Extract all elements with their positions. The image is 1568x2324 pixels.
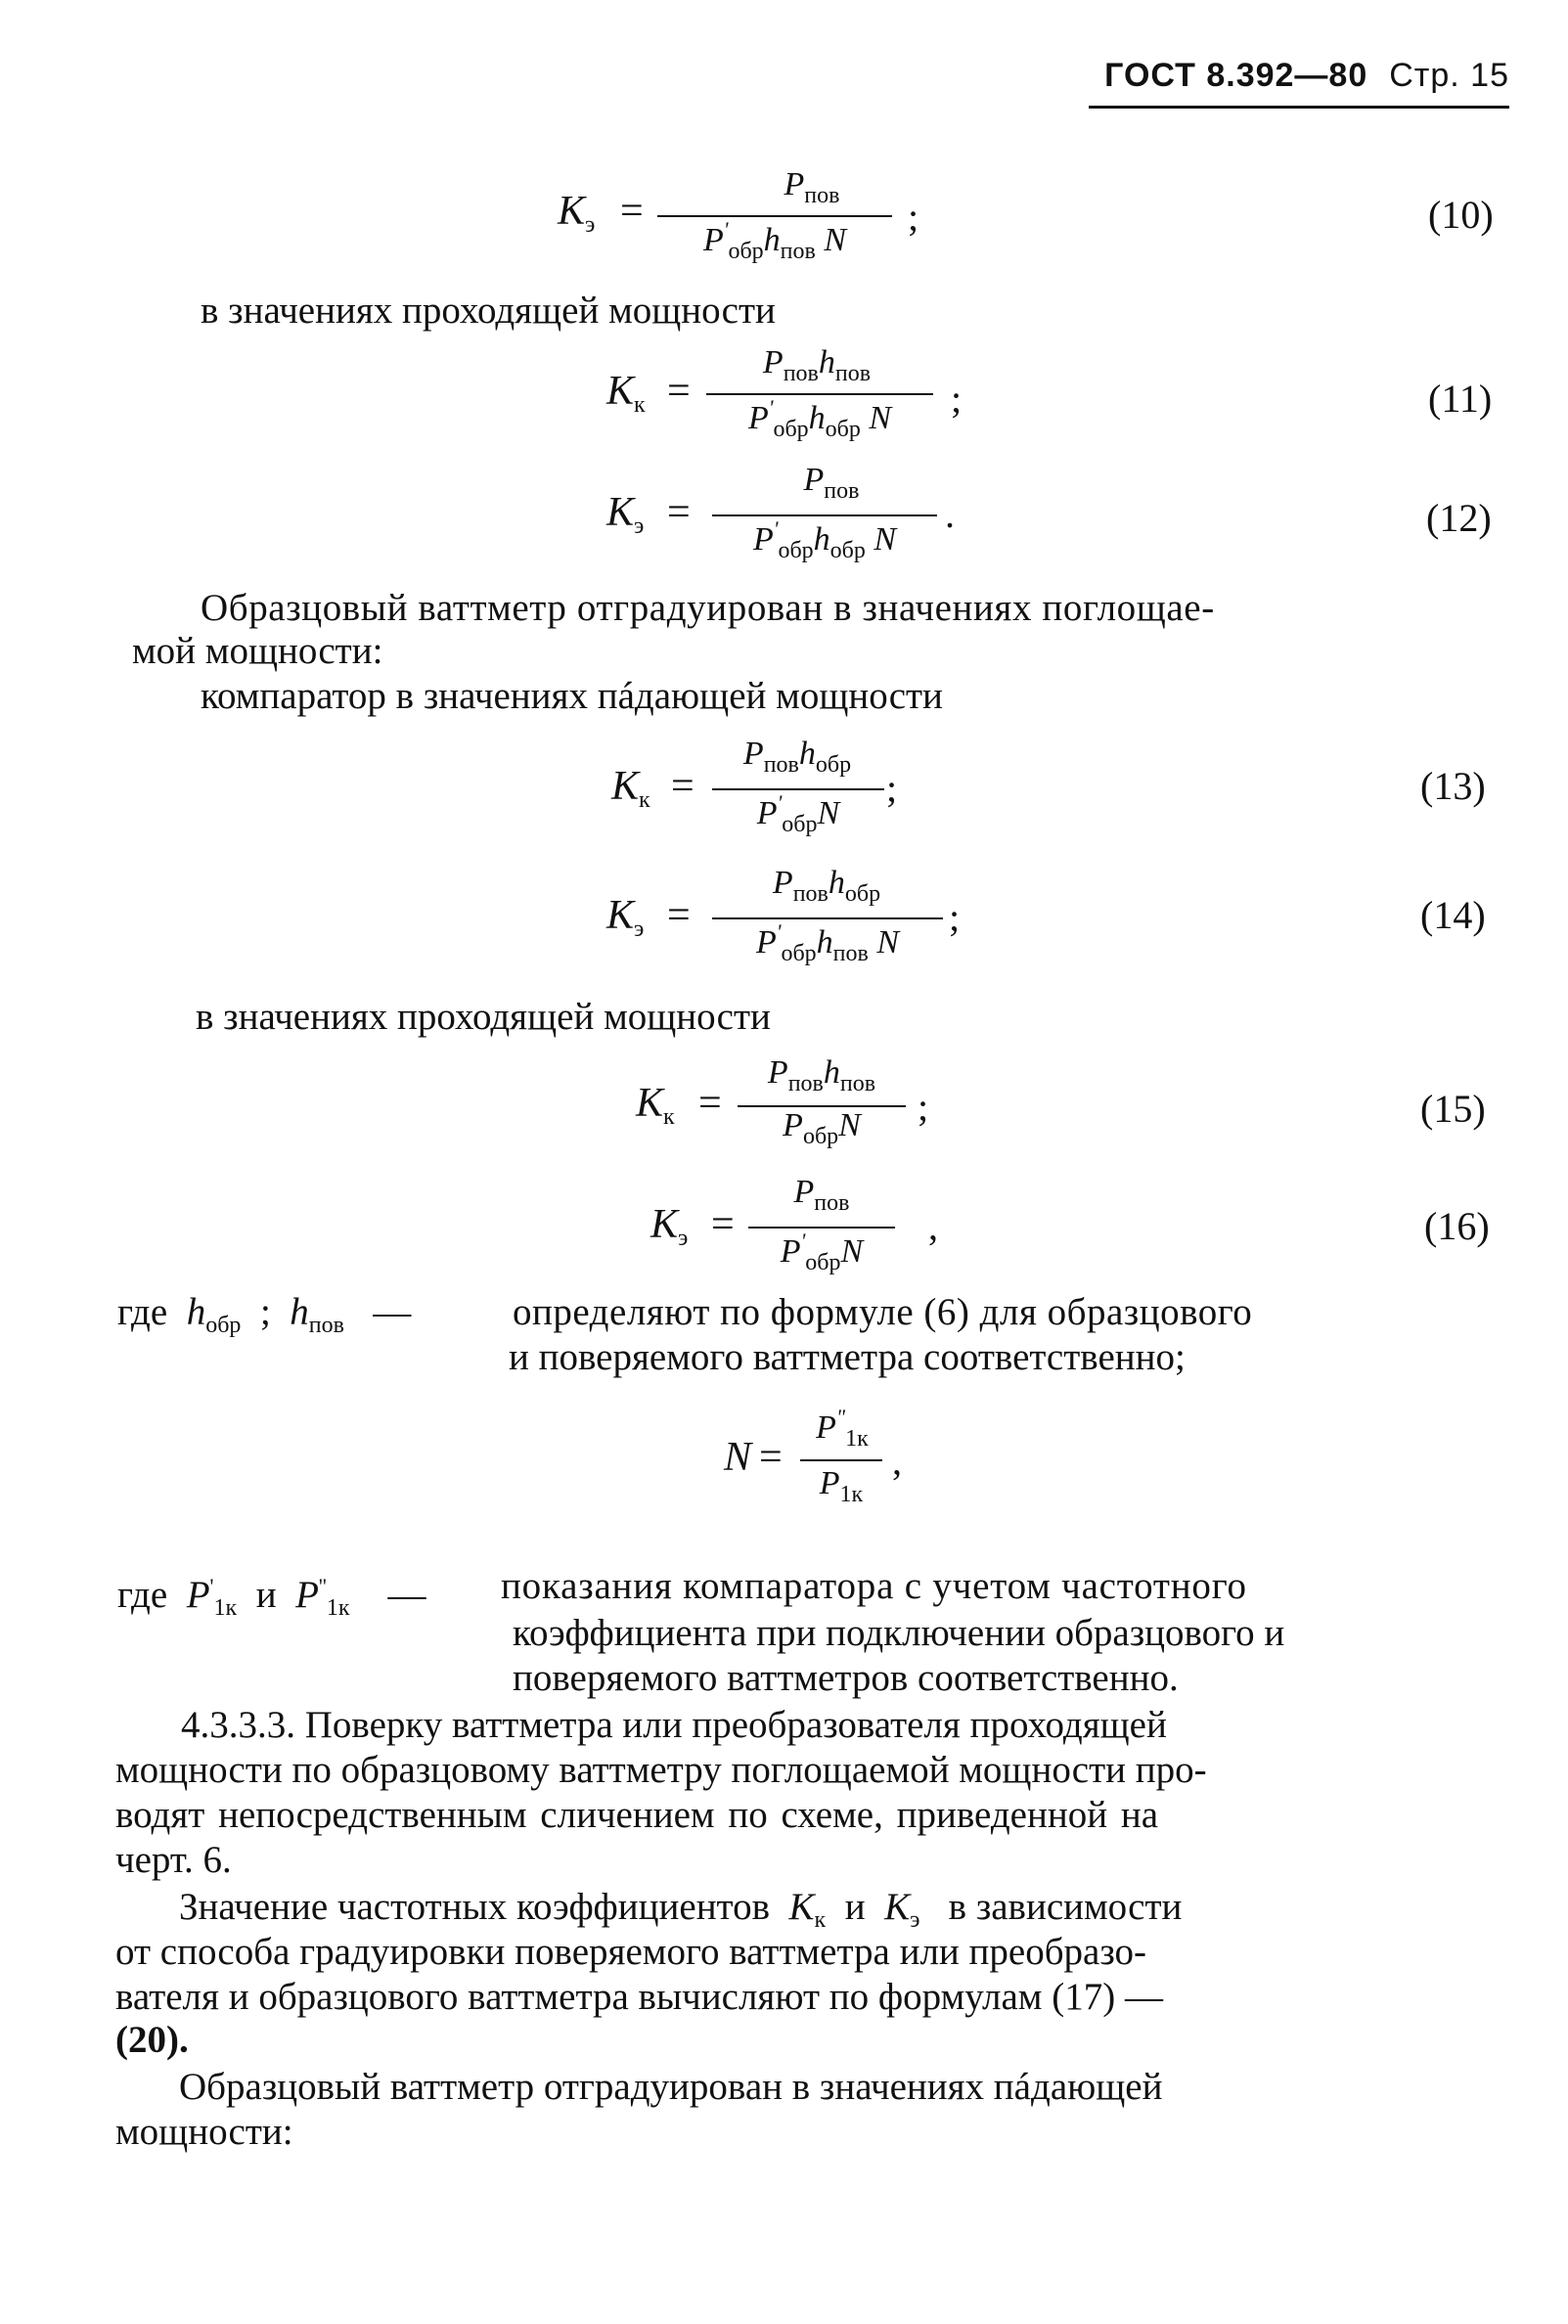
- paragraph-1-line-1: Образцовый ваттметр отградуирован в значениях поглощае-: [201, 587, 1215, 629]
- formula-16: $K_э$ = $P_{пов}$ $P'_{обр}N$ ,: [650, 1174, 938, 1275]
- equation-number-10: (10): [1428, 193, 1494, 237]
- text-comparator: компаратор в значениях пáдающей мощности: [201, 675, 943, 717]
- page-header: [1104, 57, 1509, 95]
- paragraph-1-line-2: мой мощности:: [132, 630, 383, 672]
- formula-10: $K_э$ = $P_{пов}$ $P'_{обр}h_{пов}$ N ;: [558, 166, 919, 264]
- equation-number-15: (15): [1420, 1087, 1486, 1131]
- paragraph-2-line-4: черт. 6.: [115, 1839, 232, 1881]
- header-rule: [1089, 106, 1509, 109]
- equation-number-13: (13): [1420, 764, 1486, 808]
- standard-number: ГОСТ 8.392—80: [1104, 57, 1368, 94]
- where-clause-1-line-2: и поверяемого ваттметра соответственно;: [509, 1336, 1186, 1378]
- text-incident-power-1: в значениях проходящей мощности: [201, 290, 776, 332]
- paragraph-3-line-3: вателя и образцового ваттметра вычисляют по формулам (17) —: [115, 1976, 1163, 2018]
- text-incident-power-2: в значениях проходящей мощности: [196, 996, 771, 1038]
- paragraph-4-line-1: Образцовый ваттметр отградуирован в значениях пáдающей: [179, 2066, 1163, 2108]
- paragraph-2-line-1: 4.3.3.3. Поверку ваттметра или преобразователя проходящей: [181, 1704, 1167, 1746]
- equation-number-12: (12): [1426, 496, 1492, 540]
- equation-number-16: (16): [1424, 1204, 1490, 1248]
- equation-number-14: (14): [1420, 893, 1486, 937]
- where-clause-2-line-2: коэффициента при подключении образцового и: [513, 1612, 1285, 1654]
- where-clause-1-lead: где $h_{обр}$ ; $h_{пов}$ —: [117, 1291, 412, 1338]
- where-clause-2-line-3: поверяемого ваттметров соответственно.: [513, 1657, 1179, 1699]
- equation-number-11: (11): [1428, 377, 1493, 421]
- where-clause-1-line-1: определяют по формуле (6) для образцового: [513, 1291, 1253, 1333]
- formula-13: $K_к$ = $P_{пов}h_{обр}$ $P'_{обр}N$ ;: [611, 736, 898, 837]
- formula-14: $K_э$ = $P_{пов}h_{обр}$ $P'_{обр}h_{пов}$ N ;: [606, 865, 961, 966]
- paragraph-3-line-1: Значение частотных коэффициентов $K_к$ и $K_э$ в зависимости: [179, 1886, 1183, 1933]
- where-clause-2-line-1: показания компаратора с учетом частотного: [501, 1565, 1247, 1607]
- paragraph-3-line-2: от способа градуировки поверяемого ваттметра или преобразо-: [115, 1931, 1147, 1973]
- paragraph-3-line-4: (20).: [115, 2019, 189, 2061]
- formula-15: $K_к$ = $P_{пов}h_{пов}$ $P_{обр}N$ ;: [636, 1054, 929, 1149]
- formula-11: $K_к$ = $P_{пов}h_{пов}$ $P'_{обр}h_{обр}$ N ;: [606, 344, 963, 442]
- paragraph-4-line-2: мощности:: [115, 2111, 293, 2153]
- formula-12: $K_э$ = $P_{пов}$ $P'_{обр}h_{обр}$ N .: [606, 462, 955, 563]
- page-number: Стр. 15: [1389, 57, 1509, 94]
- paragraph-2-line-3: водят непосредственным сличением по схеме, приведенной на: [115, 1794, 1159, 1836]
- formula-N: N = $P^"_{1к}$ $P_{1к}$ ,: [724, 1405, 902, 1507]
- where-clause-2-lead: где $P'_{1к}$ и $P''_{1к}$ —: [117, 1574, 426, 1621]
- paragraph-2-line-2: мощности по образцовому ваттметру поглощаемой мощности про-: [115, 1749, 1207, 1791]
